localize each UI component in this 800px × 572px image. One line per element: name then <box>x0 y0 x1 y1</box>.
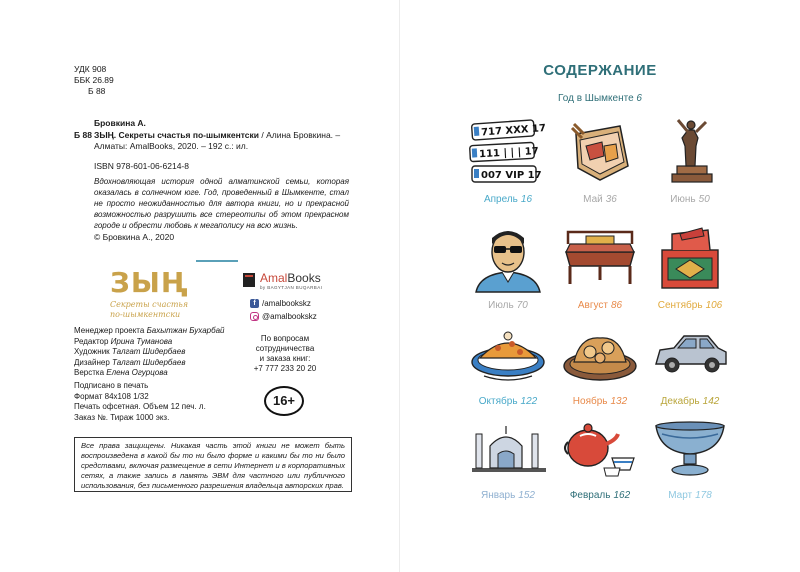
social-links <box>250 297 317 323</box>
print-line: Подписано в печать <box>74 381 149 390</box>
record-code: Б 88 <box>74 129 92 140</box>
month-page: 70 <box>516 300 528 311</box>
toc-label <box>458 300 558 311</box>
month-name: Июль <box>488 300 514 311</box>
toc-entry-february[interactable] <box>550 412 650 512</box>
publisher-name-b: Books <box>287 271 321 285</box>
print-line: Печать офсетная. Объем 12 печ. л. <box>74 402 206 411</box>
staff-name: Бахытжан Бухарбай <box>146 326 225 335</box>
udk-block <box>74 64 114 97</box>
rights-notice: Все права защищены. Никакая часть этой книги не может быть воспроизведена в какой бы то ни было форме и какими бы то ни было средствами, включая размещение в сети Интернет и в корпоративных сетях, а также запись в память ЭВМ для частного или публичного использования, без письменного разрешения владельца авторских прав. <box>74 437 352 492</box>
staff-name: Елена Огурцова <box>106 368 168 377</box>
bbk-line: ББК 26.89 <box>74 75 114 85</box>
publisher-tagline: by BAGYTJAN BUQARBAI <box>260 285 323 290</box>
month-page: 178 <box>695 490 712 501</box>
toc-label <box>550 490 650 501</box>
teapot-icon <box>560 412 640 484</box>
facebook-handle: /amalbookskz <box>262 299 311 308</box>
samsa-icon <box>560 116 640 188</box>
topchan-icon <box>560 222 640 294</box>
month-name: Октябрь <box>478 396 518 407</box>
toc-intro-page: 6 <box>636 93 642 104</box>
bowl-icon <box>650 412 730 484</box>
toc-label <box>550 194 650 205</box>
month-page: 152 <box>518 490 535 501</box>
author-mark-line: Б 88 <box>88 86 106 96</box>
book-icon <box>242 272 256 288</box>
month-page: 86 <box>610 300 623 311</box>
toc-entry-april[interactable] <box>458 116 558 216</box>
publisher-logo <box>242 270 342 292</box>
staff-list <box>74 326 225 379</box>
toc-intro-label: Год в Шымкенте <box>558 93 634 104</box>
toc-entry-june[interactable] <box>640 116 740 216</box>
month-page: 16 <box>520 194 533 205</box>
chest-icon <box>650 222 730 294</box>
month-page: 50 <box>698 194 710 205</box>
instagram-handle: @amalbookskz <box>262 312 317 321</box>
age-rating-badge: 16+ <box>264 386 304 416</box>
record-title <box>94 130 354 153</box>
isbn: ISBN 978-601-06-6214-8 <box>94 160 189 171</box>
print-line: Формат 84x108 1/32 <box>74 391 149 401</box>
staff-name: Ирина Туманова <box>110 336 173 346</box>
toc-label <box>458 194 558 205</box>
annotation: Вдохновляющая история одной алматинской семьи, которая оказалась в солнечном юге. Год, проведенный в Шымкенте, стал не просто неожиданностью для автора книги, но и прекрасной возможностью разрушить все стереотипы об этом прекрасном городе и обрести любовь к мегаполису на всю жизнь. <box>94 177 349 230</box>
toc-entry-july[interactable] <box>458 222 558 322</box>
toc-label <box>458 396 558 407</box>
toc-intro-entry[interactable] <box>400 93 800 104</box>
print-line: Заказ №. Тираж 1000 экз. <box>74 412 170 422</box>
month-name: Ноябрь <box>572 396 608 407</box>
contact-block <box>250 334 320 374</box>
man-sunglasses-icon <box>468 222 548 294</box>
toc-entry-september[interactable] <box>640 222 740 322</box>
facebook-icon: f <box>250 299 259 308</box>
udk-line: УДК 908 <box>74 64 107 74</box>
car-icon <box>650 318 730 390</box>
plate-3: 007 VIP 17 <box>481 170 542 181</box>
month-page: 36 <box>605 194 617 205</box>
staff-line <box>74 337 225 348</box>
bread-icon <box>560 318 640 390</box>
month-page: 106 <box>705 300 723 311</box>
month-page: 132 <box>610 396 628 407</box>
toc-label <box>458 490 558 501</box>
publisher-name <box>260 271 321 285</box>
month-name: Апрель <box>483 194 518 205</box>
contents-title: СОДЕРЖАНИЕ <box>543 62 657 79</box>
month-name: Январь <box>481 490 516 501</box>
book-logo-subtitle: Секреты счастья по-шымкентски <box>110 300 189 319</box>
month-name: Май <box>583 194 603 205</box>
instagram-icon <box>250 312 259 321</box>
toc-label <box>640 300 740 311</box>
staff-line <box>74 368 225 379</box>
record-title-rest: / Алина Бровкина. – Алматы: AmalBooks, 2020. – 192 с.: ил. <box>94 129 341 151</box>
toc-entry-january[interactable] <box>458 412 558 512</box>
contents-page <box>400 0 800 572</box>
month-page: 142 <box>702 396 720 407</box>
toc-entry-august[interactable] <box>550 222 650 322</box>
plate-2: 111 | | | 17 <box>478 146 540 161</box>
staff-role: Редактор <box>74 336 111 346</box>
toc-entry-may[interactable] <box>550 116 650 216</box>
publisher-name-a: Amal <box>260 271 288 285</box>
month-name: Декабрь <box>660 396 700 407</box>
month-name: Февраль <box>569 490 611 501</box>
staff-line <box>74 347 225 358</box>
contact-phone[interactable]: +7 777 233 20 20 <box>253 364 317 373</box>
record-title-bold: ЗЫҢ. Секреты счастья по-шымкентски <box>94 129 259 140</box>
monument-icon <box>650 116 730 188</box>
record-author: Бровкина А. <box>94 118 146 128</box>
mosque-icon <box>468 412 548 484</box>
toc-entry-march[interactable] <box>640 412 740 512</box>
divider <box>196 260 238 262</box>
plov-icon <box>468 318 548 390</box>
bibliographic-record <box>74 118 354 172</box>
toc-entry-october[interactable] <box>458 318 558 418</box>
copyright-line: © Бровкина А., 2020 <box>94 232 175 242</box>
staff-role: Дизайнер <box>74 357 113 367</box>
month-page: 122 <box>520 396 538 407</box>
toc-entry-november[interactable] <box>550 318 650 418</box>
facebook-link[interactable] <box>250 297 317 310</box>
toc-entry-december[interactable] <box>640 318 740 418</box>
license-plates-icon <box>468 116 548 188</box>
toc-label <box>550 396 650 407</box>
staff-line <box>74 326 225 337</box>
staff-role: Художник <box>74 347 112 356</box>
toc-label <box>640 490 740 501</box>
book-logo-title: ЗЫҢ <box>110 266 189 299</box>
month-name: Сентябрь <box>657 300 703 311</box>
print-details <box>74 381 206 423</box>
month-name: Март <box>668 490 693 501</box>
toc-label <box>550 300 650 311</box>
staff-name: Талгат Шидербаев <box>111 347 186 356</box>
month-page: 162 <box>613 490 631 501</box>
staff-line <box>74 358 225 369</box>
contact-line: и заказа книг: <box>259 354 311 363</box>
book-logo <box>110 268 200 328</box>
plate-1: 717 XXX 17 <box>480 123 547 139</box>
staff-role: Менеджер проекта <box>74 326 147 335</box>
instagram-link[interactable] <box>250 310 317 323</box>
staff-role: Верстка <box>74 368 107 377</box>
staff-name: Талгат Шидербаев <box>112 357 186 367</box>
month-name: Август <box>577 300 608 311</box>
month-name: Июнь <box>670 194 696 205</box>
toc-label <box>640 194 740 205</box>
contact-line: сотрудничества <box>255 344 315 353</box>
contact-line: По вопросам <box>260 334 310 343</box>
toc-label <box>640 396 740 407</box>
